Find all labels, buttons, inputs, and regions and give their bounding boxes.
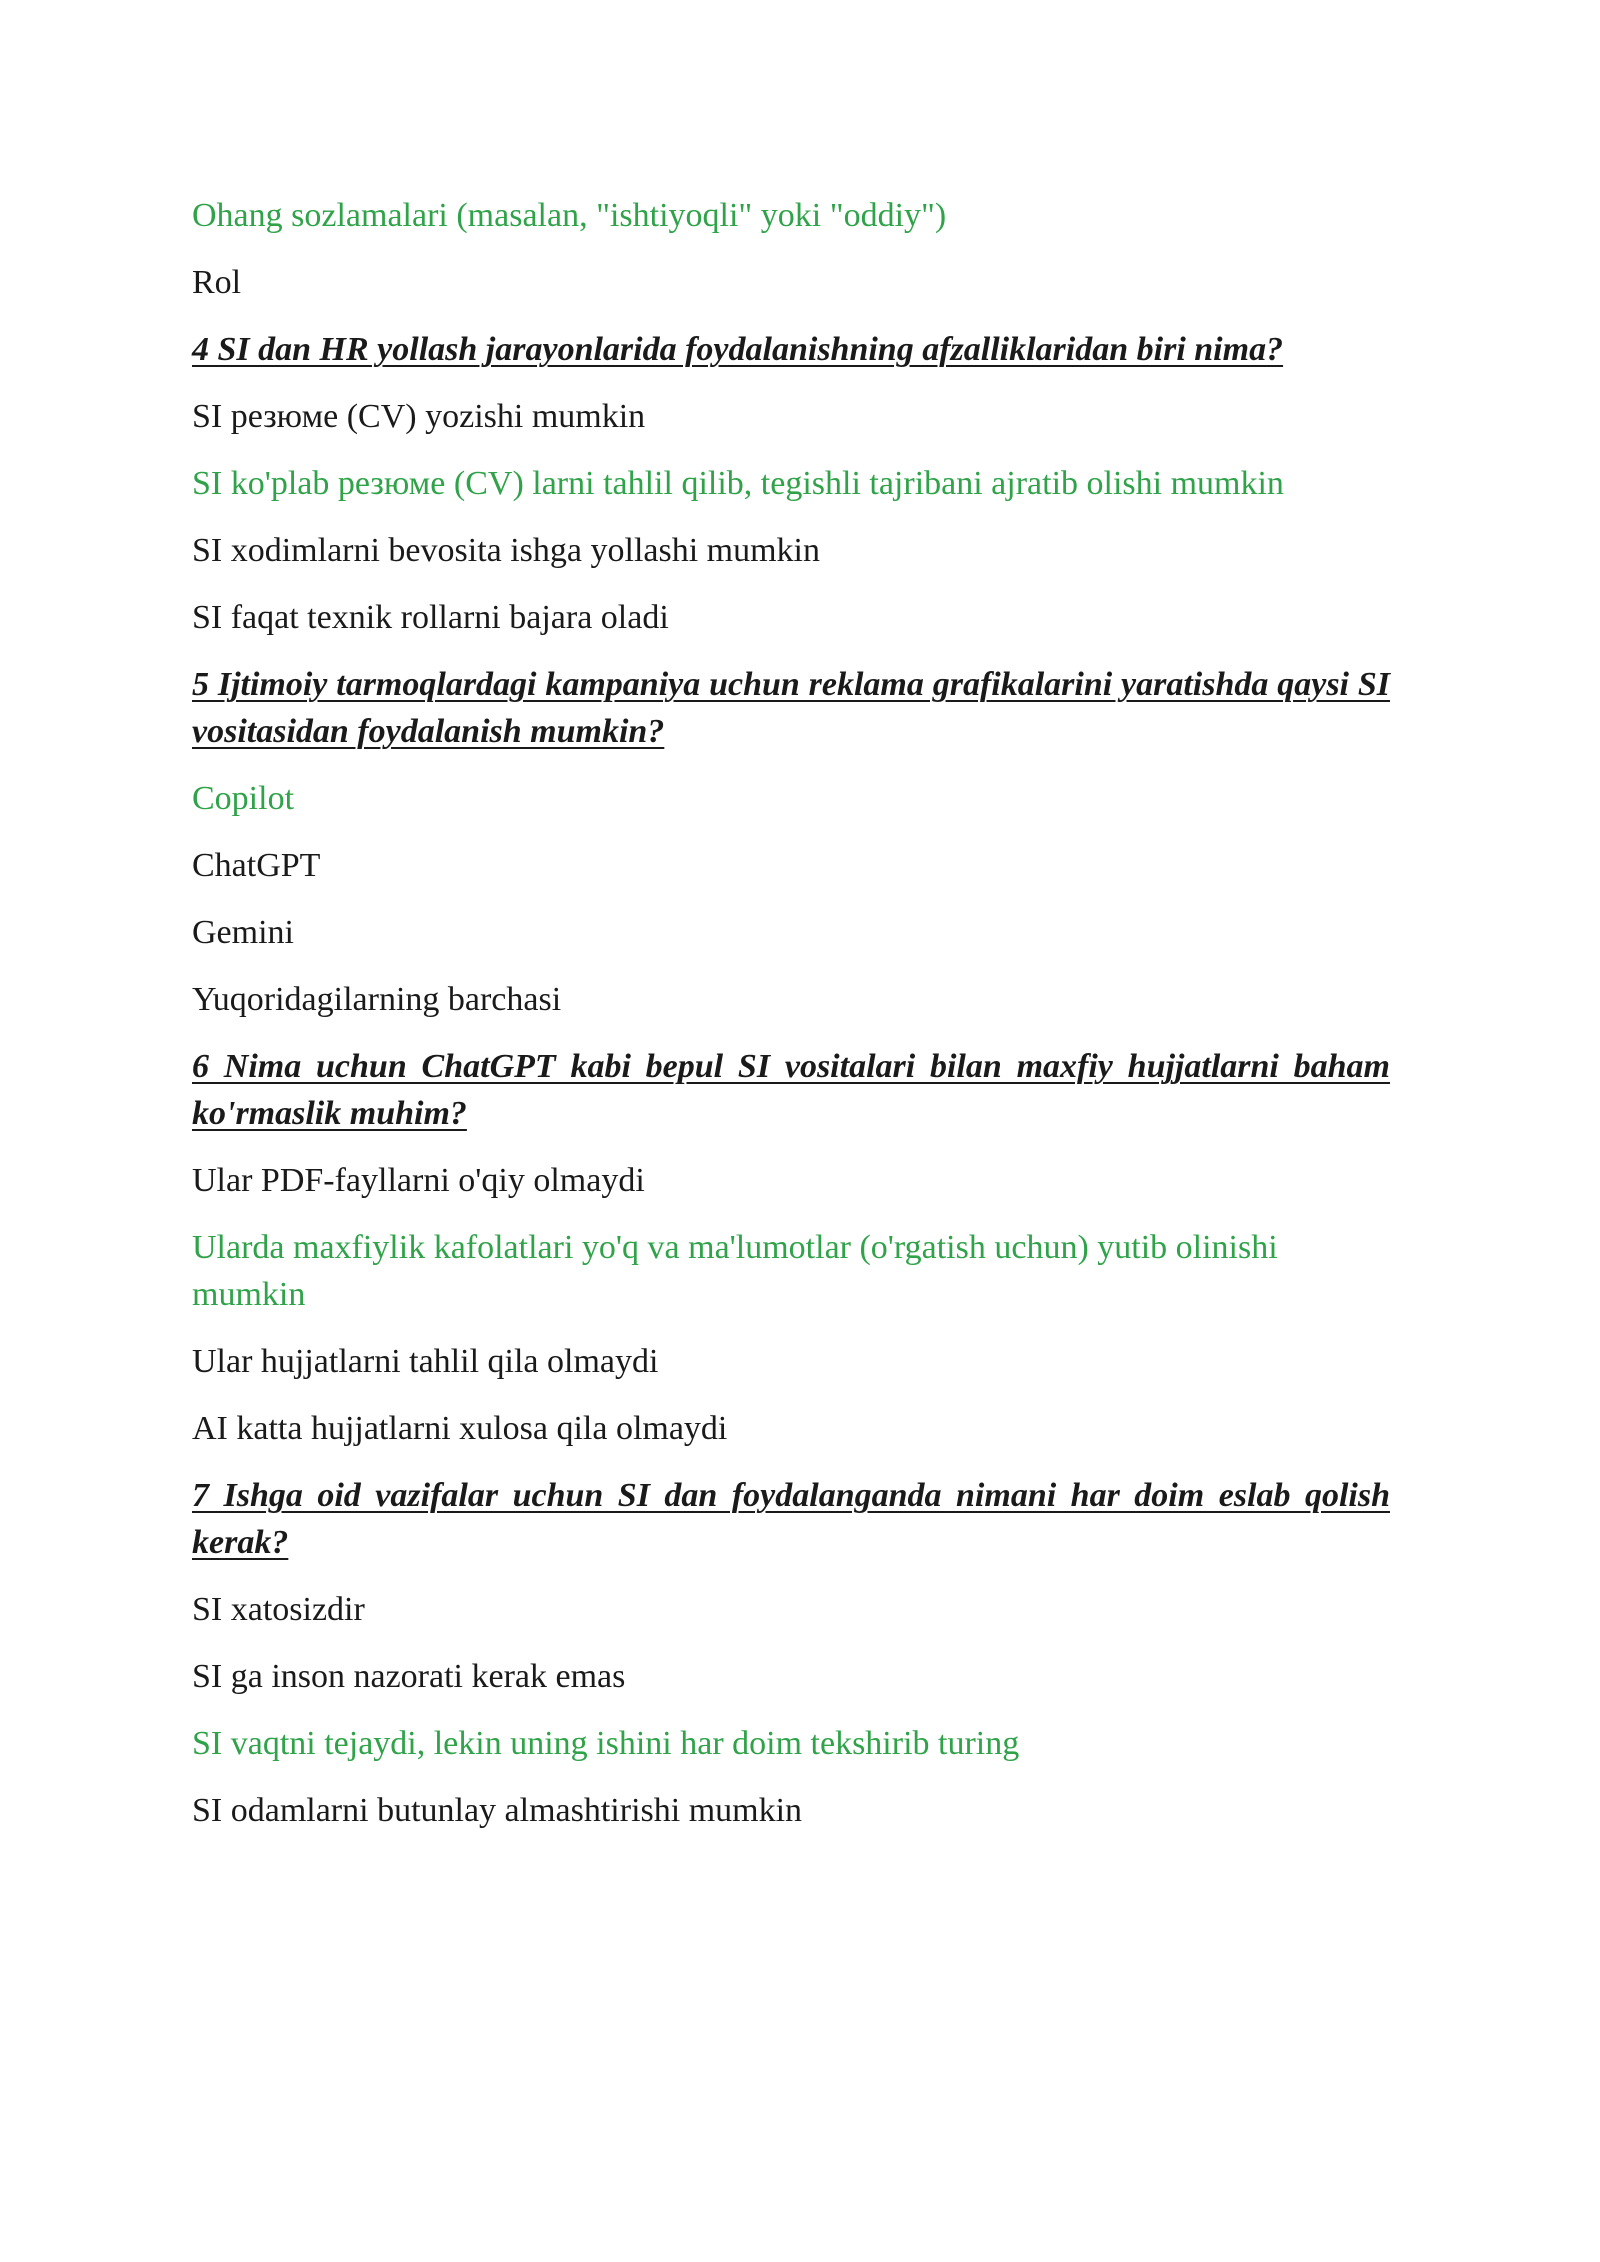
question-heading: 4 SI dan HR yollash jarayonlarida foydalanishning afzalliklaridan biri nima? xyxy=(192,331,1284,368)
answer-option: SI ga inson nazorati kerak emas xyxy=(192,1658,626,1695)
answer-option: Yuqoridagilarning barchasi xyxy=(192,981,562,1018)
answer-option: Rol xyxy=(192,264,242,301)
answer-option-correct: Copilot xyxy=(192,780,295,817)
answer-option: Ular PDF-fayllarni o'qiy olmaydi xyxy=(192,1162,645,1199)
document-page xyxy=(192,192,1390,1854)
answer-option-correct: Ularda maxfiylik kafolatlari yo'q va ma'lumotlar (o'rgatish uchun) yutib olinishi mumkin xyxy=(192,1229,1278,1313)
answer-option: SI xatosizdir xyxy=(192,1591,365,1628)
answer-option: Ular hujjatlarni tahlil qila olmaydi xyxy=(192,1343,659,1380)
answer-option-correct: Ohang sozlamalari (masalan, "ishtiyoqli" yoki "oddiy") xyxy=(192,197,947,234)
answer-option-correct: SI vaqtni tejaydi, lekin uning ishini har doim tekshirib turing xyxy=(192,1725,1020,1762)
answer-option: Gemini xyxy=(192,914,294,951)
question-heading: 5 Ijtimoiy tarmoqlardagi kampaniya uchun reklama grafikalarini yaratishda qaysi SI vositasidan foydalanish mumkin? xyxy=(192,666,1390,750)
answer-option: SI xodimlarni bevosita ishga yollashi mumkin xyxy=(192,532,821,569)
answer-option: SI faqat texnik rollarni bajara oladi xyxy=(192,599,669,636)
question-heading: 6 Nima uchun ChatGPT kabi bepul SI vositalari bilan maxfiy hujjatlarni baham ko'rmaslik muhim? xyxy=(192,1048,1390,1132)
question-heading: 7 Ishga oid vazifalar uchun SI dan foydalanganda nimani har doim eslab qolish kerak? xyxy=(192,1477,1390,1561)
answer-option: SI резюме (CV) yozishi mumkin xyxy=(192,398,646,435)
answer-option-correct: SI ko'plab резюме (CV) larni tahlil qilib, tegishli tajribani ajratib olishi mumkin xyxy=(192,465,1284,502)
answer-option: ChatGPT xyxy=(192,847,321,884)
answer-option: AI katta hujjatlarni xulosa qila olmaydi xyxy=(192,1410,728,1447)
answer-option: SI odamlarni butunlay almashtirishi mumkin xyxy=(192,1792,803,1829)
